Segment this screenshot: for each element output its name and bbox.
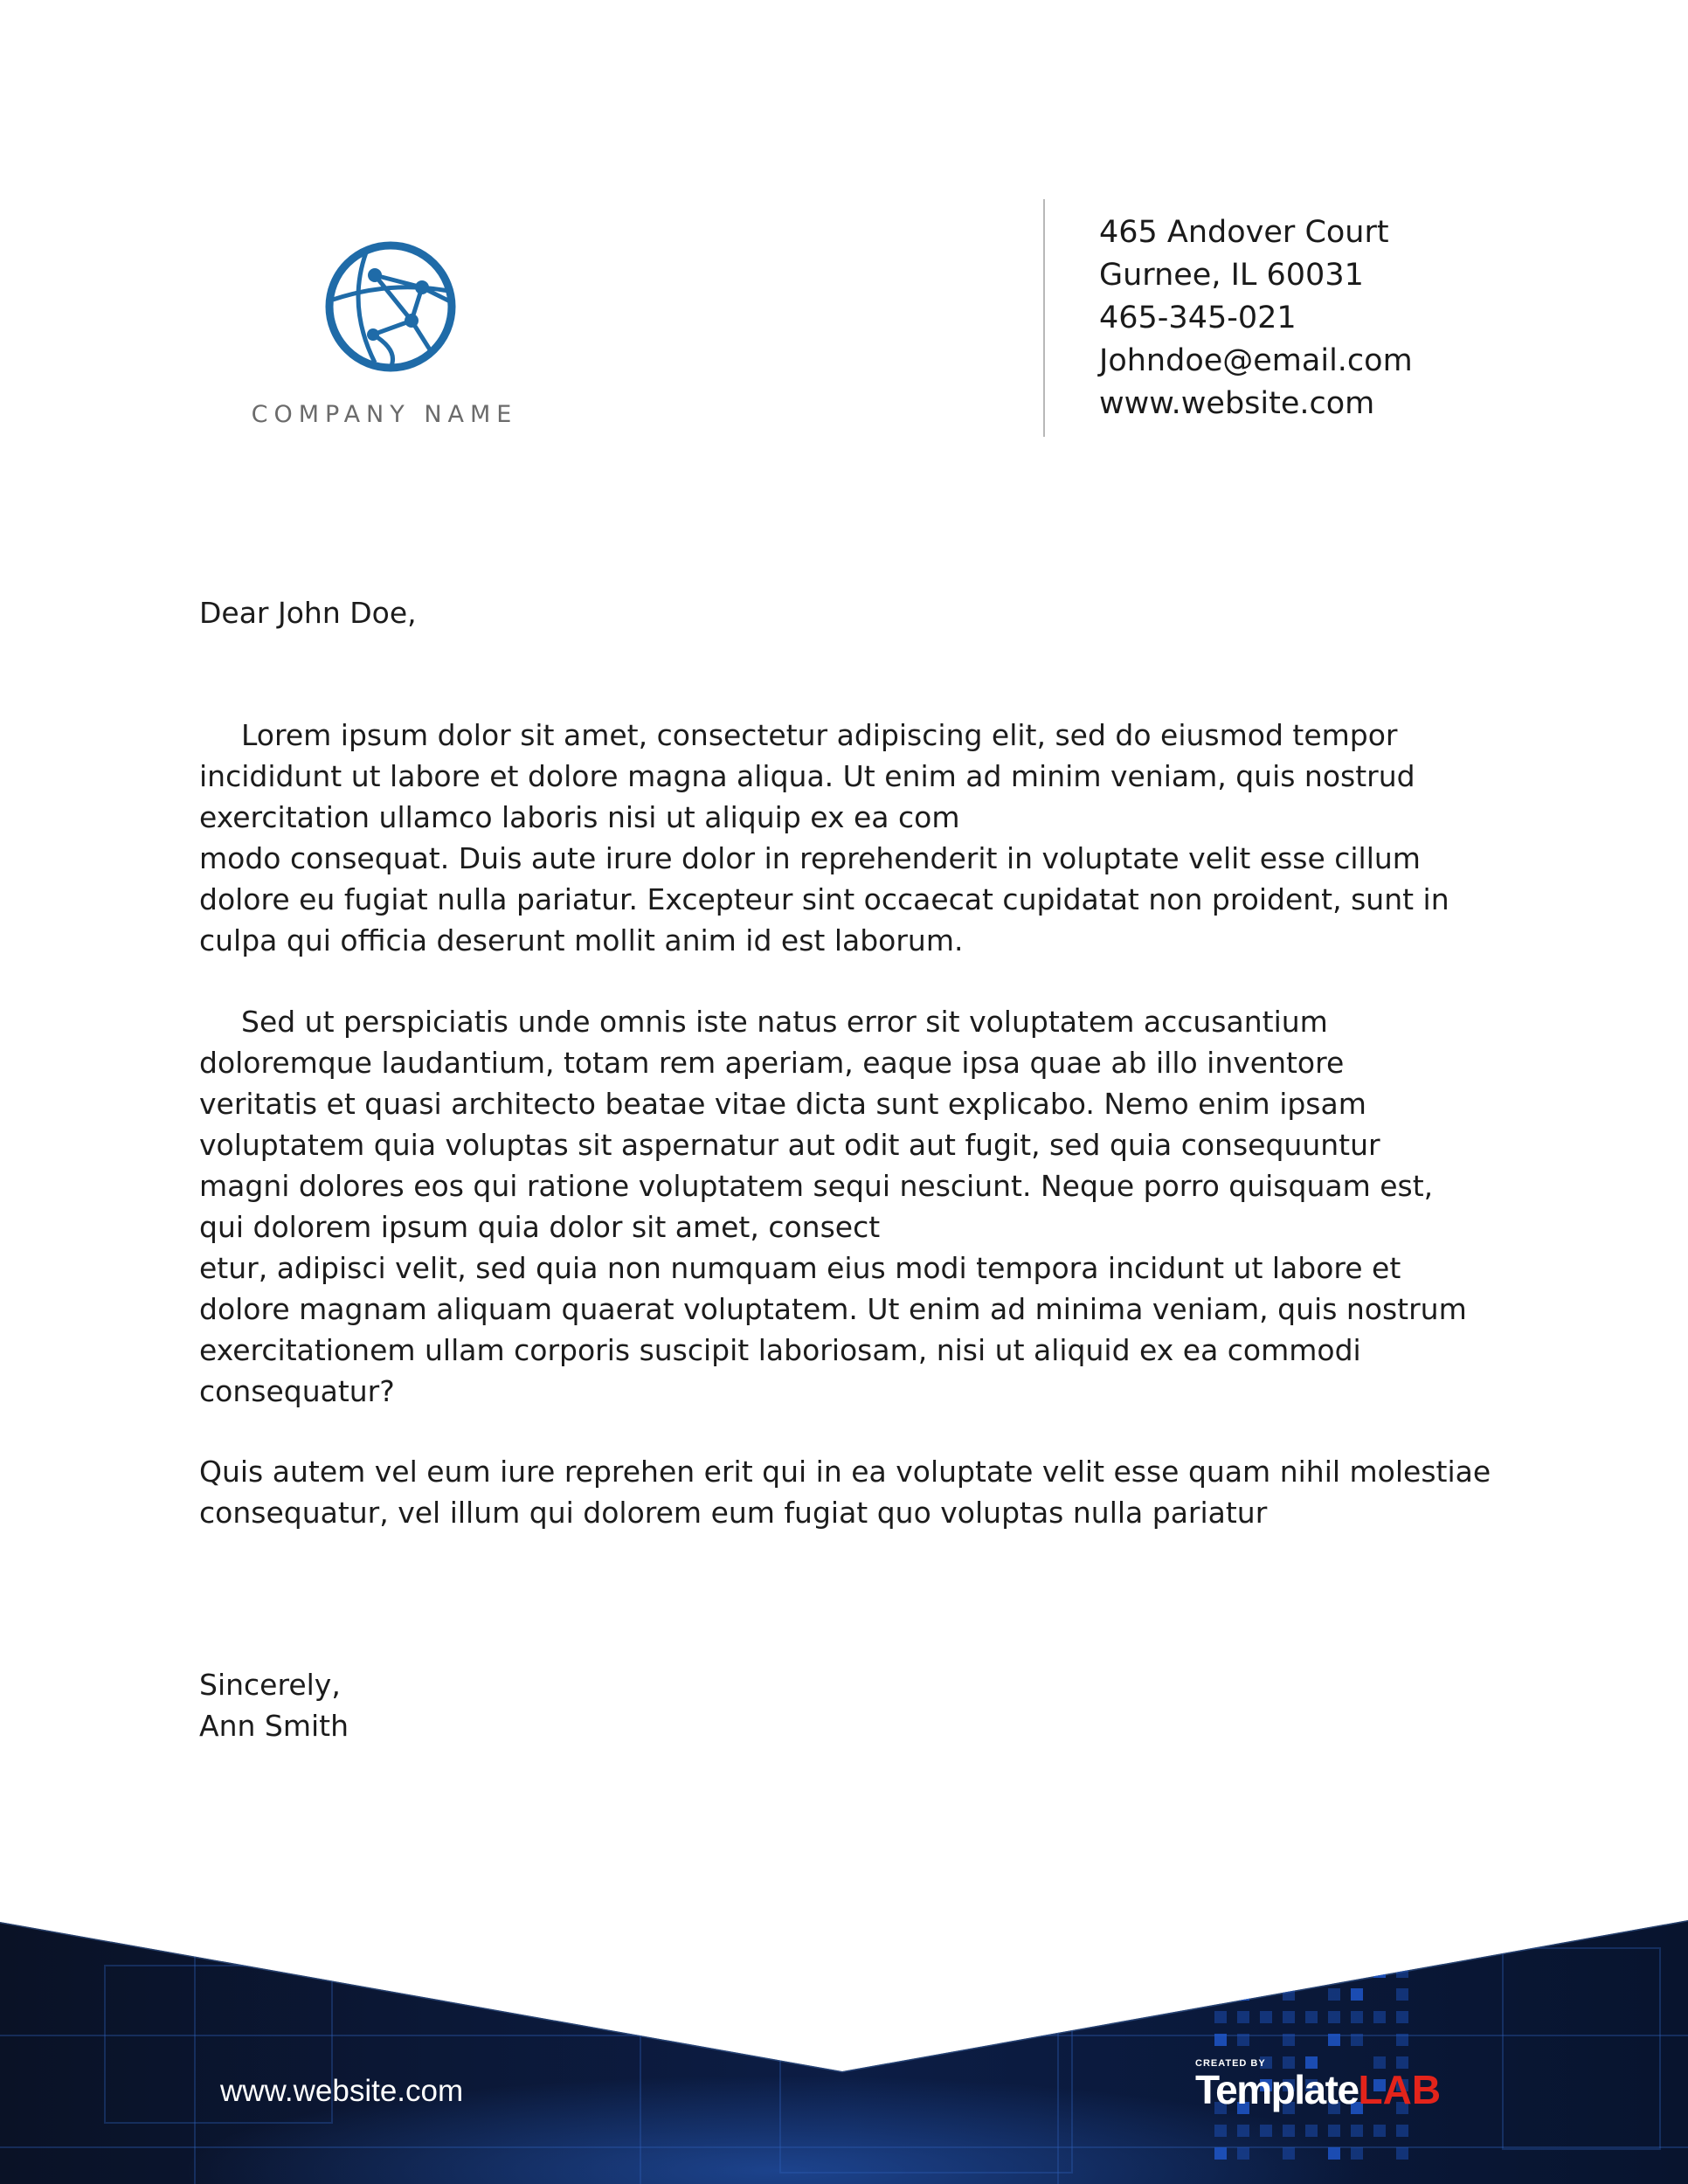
badge-created-by: CREATED BY [1195,2058,1266,2069]
pattern-square [1373,2011,1386,2023]
website-address: www.website.com [1099,386,1375,421]
pattern-square [1237,2011,1249,2023]
closing: Sincerely, [199,1668,341,1702]
templatelab-badge [1195,2057,1475,2113]
email-address: Johndoe@email.com [1099,343,1413,378]
pattern-square [1260,2125,1272,2137]
signature-name: Ann Smith [199,1709,349,1743]
text-line: exercitationem ullam corporis suscipit laboriosam, nisi ut aliquid ex ea commodi [199,1333,1361,1367]
pattern-square [1328,2011,1340,2023]
footer-background [0,1913,1688,2184]
pattern-square [1237,2125,1249,2137]
phone-number: 465-345-021 [1099,301,1297,335]
address-line-1: 465 Andover Court [1099,215,1389,250]
text-line: incididunt ut labore et dolore magna aliqua. Ut enim ad minim veniam, quis nostrud [199,759,1415,793]
pattern-square [1305,2125,1318,2137]
pattern-square [1396,2147,1408,2160]
pattern-square [1283,1988,1295,2001]
pattern-square [1351,2125,1363,2137]
text-line: magni dolores eos qui ratione voluptatem sequi nesciunt. Neque porro quisquam est, [199,1169,1434,1203]
badge-brand [1195,2067,1475,2112]
pattern-square [1260,1966,1272,1978]
pattern-square [1283,2034,1295,2046]
pattern-square [1283,2011,1295,2023]
pattern-square [1214,1988,1227,2001]
pattern-square [1328,1988,1340,2001]
pattern-square [1373,1966,1386,1978]
pattern-square [1305,2011,1318,2023]
text-line: exercitation ullamco laboris nisi ut aliquip ex ea com [199,800,960,834]
body-paragraph-1 [199,715,1449,961]
pattern-square [1214,2011,1227,2023]
pattern-square [1351,2147,1363,2160]
pattern-square [1396,2011,1408,2023]
pattern-square [1351,1988,1363,2001]
pattern-square [1396,1966,1408,1978]
pattern-square [1237,2034,1249,2046]
pattern-square [1214,2125,1227,2137]
pattern-square [1328,2034,1340,2046]
text-line: culpa qui officia deserunt mollit anim id est laborum. [199,923,964,957]
contact-block [1099,211,1413,425]
body-paragraph-3 [199,1451,1491,1533]
pattern-square [1283,2147,1295,2160]
pattern-square [1328,2147,1340,2160]
pattern-square [1396,2034,1408,2046]
text-line: dolore magnam aliquam quaerat voluptatem. Ut enim ad minima veniam, quis nostrum [199,1292,1467,1326]
text-line: consequatur? [199,1374,395,1408]
pattern-square [1283,2125,1295,2137]
badge-brand-main: Template [1195,2067,1359,2112]
text-line: doloremque laudantium, totam rem aperiam, eaque ipsa quae ab illo inventore [199,1046,1345,1080]
salutation: Dear John Doe, [199,596,417,630]
pattern-square [1214,2147,1227,2160]
badge-brand-accent: LAB [1358,2067,1442,2112]
footer-pattern [0,1913,1688,2184]
pattern-square [1237,2147,1249,2160]
text-line: Lorem ipsum dolor sit amet, consectetur adipiscing elit, sed do eiusmod tempor [241,718,1398,752]
address-line-2: Gurnee, IL 60031 [1099,258,1364,293]
text-line: veritatis et quasi architecto beatae vitae dicta sunt explicabo. Nemo enim ipsam [199,1087,1366,1121]
text-line: qui dolorem ipsum quia dolor sit amet, consect [199,1210,881,1244]
pattern-square [1351,2034,1363,2046]
pattern-square [1305,1966,1318,1978]
text-line: Quis autem vel eum iure reprehen erit qui in ea voluptate velit esse quam nihil molestiae [199,1455,1491,1489]
text-line: etur, adipisci velit, sed quia non numquam eius modi tempora incidunt ut labore et [199,1251,1401,1285]
text-line: consequatur, vel illum qui dolorem eum fugiat quo voluptas nulla pariatur [199,1496,1268,1530]
globe-network-graphic [321,237,460,377]
text-line: dolore eu fugiat nulla pariatur. Excepteur sint occaecat cupidatat non proident, sunt in [199,882,1449,916]
text-line: Sed ut perspiciatis unde omnis iste natus error sit voluptatem accusantium [241,1005,1328,1039]
footer-website: www.website.com [220,2074,464,2108]
pattern-square [1373,2125,1386,2137]
pattern-square [1283,1966,1295,1978]
pattern-square [1396,1988,1408,2001]
closing-block [199,1664,349,1746]
pattern-square [1328,2125,1340,2137]
text-line: voluptatem quia voluptas sit aspernatur aut odit aut fugit, sed quia consequuntur [199,1128,1380,1162]
pattern-square [1237,1988,1249,2001]
pattern-square [1396,2125,1408,2137]
pattern-square [1214,2034,1227,2046]
body-paragraph-2 [199,1001,1467,1412]
globe-network-icon [321,237,460,377]
pattern-square [1260,2011,1272,2023]
text-line: modo consequat. Duis aute irure dolor in reprehenderit in voluptate velit esse cillum [199,841,1421,875]
header-divider [1043,199,1045,437]
company-name: COMPANY NAME [251,401,518,428]
pattern-square [1351,2011,1363,2023]
